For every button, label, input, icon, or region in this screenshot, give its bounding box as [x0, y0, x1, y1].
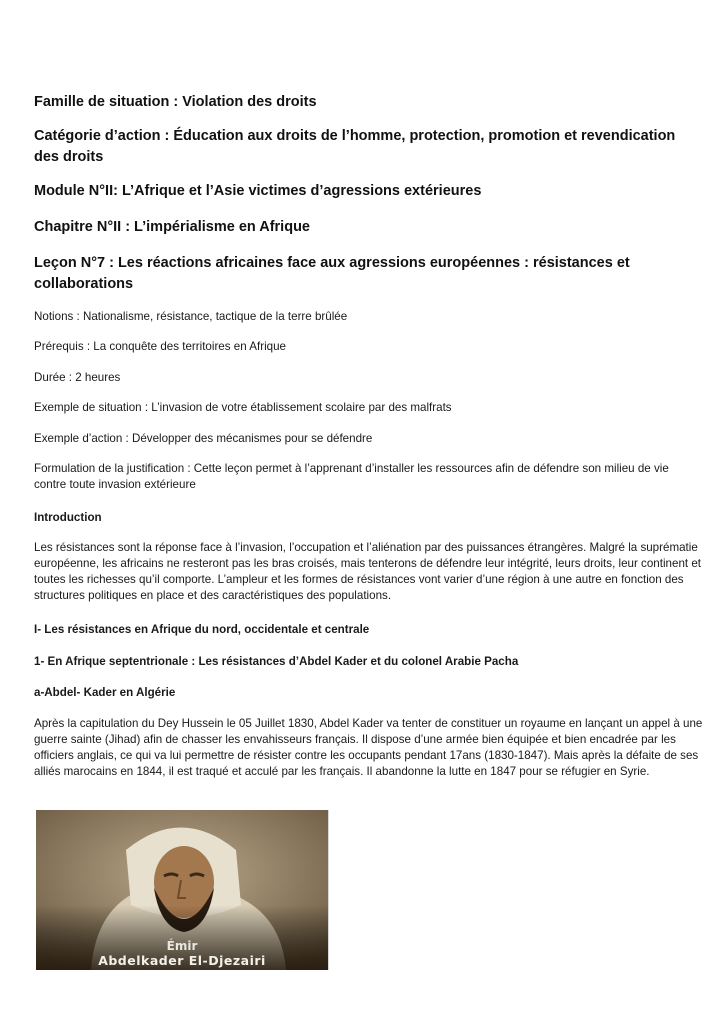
introduction-paragraph: Les résistances sont la réponse face à l’invasion, l’occupation et l’aliénation par des puissances étrangères. Malgré la suprématie européenne, les africains ne resteront pas les bras croisés, mais tenterons de défendre leur intégrité, leurs droits, leur continent et toutes les richesses qu’il comporte. L’ampleur et les formes de résistances vont varier d’une région à une autre en fonction des structures politiques en place et des caractéristiques des populations. — [34, 541, 702, 602]
subsection-a-title: a-Abdel- Kader en Algérie — [34, 686, 176, 699]
subsection-1-title: 1- En Afrique septentrionale : Les résistances d’Abdel Kader et du colonel Arabie Pacha — [34, 655, 519, 668]
justification-paragraph: Formulation de la justification : Cette leçon permet à l’apprenant d’installer les ressources afin de défendre son milieu de vie contre toute invasion extérieure — [34, 462, 669, 491]
famille-heading: Famille de situation : Violation des droits — [34, 94, 317, 110]
categorie-heading: Catégorie d’action : Éducation aux droits de l’homme, protection, promotion et revendication des droits — [34, 128, 676, 165]
module-heading: Module N°II: L’Afrique et l’Asie victimes d’agressions extérieures — [34, 183, 482, 199]
portrait-caption-line1: Émir — [166, 939, 198, 953]
abdelkader-portrait-image — [36, 810, 329, 970]
prerequis-line: Prérequis : La conquête des territoires en Afrique — [34, 340, 286, 353]
lecon-heading: Leçon N°7 : Les réactions africaines face aux agressions européennes : résistances et collaborations — [34, 255, 630, 292]
exemple-situation-line: Exemple de situation : L’invasion de votre établissement scolaire par des malfrats — [34, 401, 452, 414]
exemple-action-line: Exemple d’action : Développer des mécanismes pour se défendre — [34, 432, 373, 445]
notions-line: Notions : Nationalisme, résistance, tactique de la terre brûlée — [34, 310, 348, 323]
chapitre-heading: Chapitre N°II : L’impérialisme en Afrique — [34, 219, 310, 235]
section-1-title: I- Les résistances en Afrique du nord, occidentale et centrale — [34, 623, 370, 636]
introduction-title: Introduction — [34, 511, 102, 524]
portrait-caption-line2: Abdelkader El-Djezairi — [98, 953, 266, 968]
duree-line: Durée : 2 heures — [34, 371, 121, 384]
abdel-kader-paragraph: Après la capitulation du Dey Hussein le 05 Juillet 1830, Abdel Kader va tenter de constituer un royaume en lançant un appel à une guerre sainte (Jihad) afin de chasser les envahisseurs français. Il dispose d’une armée bien équipée et bien encadrée par les officiers anglais, ce qui va lui permettre de résister contre les occupants pendant 17ans (1830-1847). Mais après la défaite de ses alliés marocains en 1844, il est traqué et acculé par les français. Il abandonne la lutte en 1847 pour se réfugier en Syrie. — [34, 717, 703, 778]
